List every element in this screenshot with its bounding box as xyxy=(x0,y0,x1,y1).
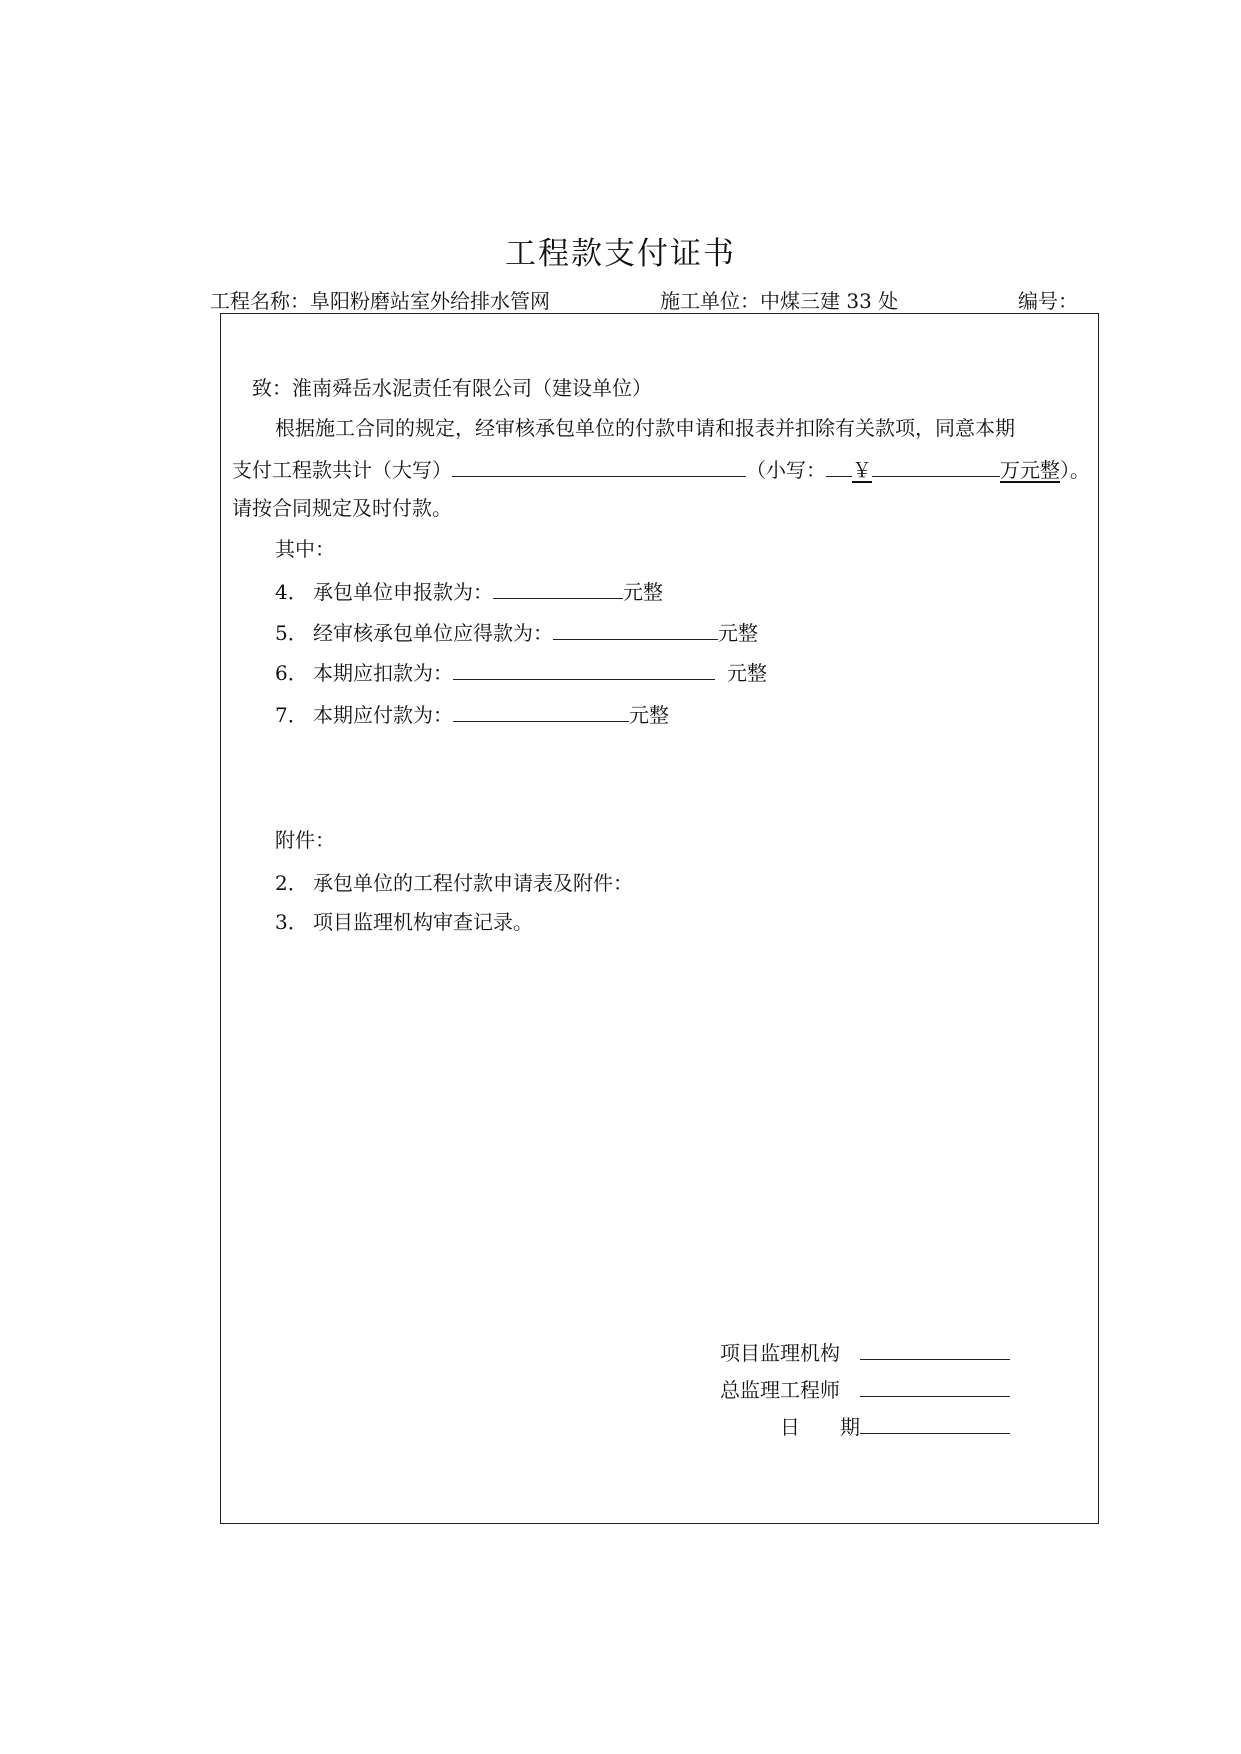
attachment-item xyxy=(275,910,533,934)
item-unit: 元整 xyxy=(629,703,669,727)
project-name: 工程名称：阜阳粉磨站室外给排水管网 xyxy=(210,289,550,313)
supervision-org-label: 项目监理机构 xyxy=(720,1341,840,1365)
attachment-label: 承包单位的工程付款申请表及附件： xyxy=(313,871,633,895)
small-amount-label: （小写： xyxy=(746,458,826,482)
item-label: 承包单位申报款为： xyxy=(313,580,493,604)
item-unit: 元整 xyxy=(727,661,767,685)
item-row xyxy=(275,701,669,727)
addressee: 致：淮南舜岳水泥责任有限公司（建设单位） xyxy=(252,376,652,400)
item-number: 5． xyxy=(275,621,308,645)
attachment-item xyxy=(275,871,633,895)
item-row xyxy=(275,619,758,645)
total-amount-words-field[interactable] xyxy=(452,456,746,477)
small-amount-gap xyxy=(826,456,852,477)
attachments-title: 附件： xyxy=(275,828,335,852)
total-amount-figures-field[interactable] xyxy=(872,456,1000,477)
document-number-label: 编号： xyxy=(1018,289,1078,313)
item-unit: 元整 xyxy=(623,580,663,604)
contractor-unit: 施工单位：中煤三建 33 处 xyxy=(660,289,899,313)
date-label: 日 期 xyxy=(780,1415,860,1439)
paragraph-line-1: 根据施工合同的规定，经审核承包单位的付款申请和报表并扣除有关款项，同意本期 xyxy=(275,416,1015,440)
paragraph-line-2 xyxy=(232,456,1090,482)
total-amount-label: 支付工程款共计（大写） xyxy=(232,458,452,482)
item-row xyxy=(275,659,767,685)
wan-unit: 万元整 xyxy=(1000,458,1060,482)
item-label: 本期应付款为： xyxy=(313,703,453,727)
item-number: 7． xyxy=(275,703,308,727)
signature-row xyxy=(720,1376,1010,1402)
item-number: 4． xyxy=(275,580,308,604)
page-title: 工程款支付证书 xyxy=(505,236,736,272)
deduction-amount-field[interactable] xyxy=(453,659,715,680)
date-field[interactable] xyxy=(860,1413,1010,1434)
item-row xyxy=(275,578,663,604)
approved-amount-field[interactable] xyxy=(553,619,718,640)
item-label: 本期应扣款为： xyxy=(313,661,453,685)
signature-row xyxy=(720,1413,1010,1439)
item-label: 经审核承包单位应得款为： xyxy=(313,621,553,645)
among-label: 其中： xyxy=(275,537,335,561)
item-unit: 元整 xyxy=(718,621,758,645)
paragraph-line-3: 请按合同规定及时付款。 xyxy=(232,496,452,520)
attachment-label: 项目监理机构审查记录。 xyxy=(313,910,533,934)
attachment-number: 2． xyxy=(275,871,308,895)
attachment-number: 3． xyxy=(275,910,308,934)
chief-engineer-label: 总监理工程师 xyxy=(720,1378,840,1402)
yen-symbol: ￥ xyxy=(852,458,872,482)
supervision-org-signature-field[interactable] xyxy=(860,1339,1010,1360)
signature-row xyxy=(720,1339,1010,1365)
small-amount-close: ）。 xyxy=(1060,458,1090,482)
chief-engineer-signature-field[interactable] xyxy=(860,1376,1010,1397)
payable-amount-field[interactable] xyxy=(453,701,629,722)
item-number: 6． xyxy=(275,661,308,685)
declared-amount-field[interactable] xyxy=(493,578,623,599)
